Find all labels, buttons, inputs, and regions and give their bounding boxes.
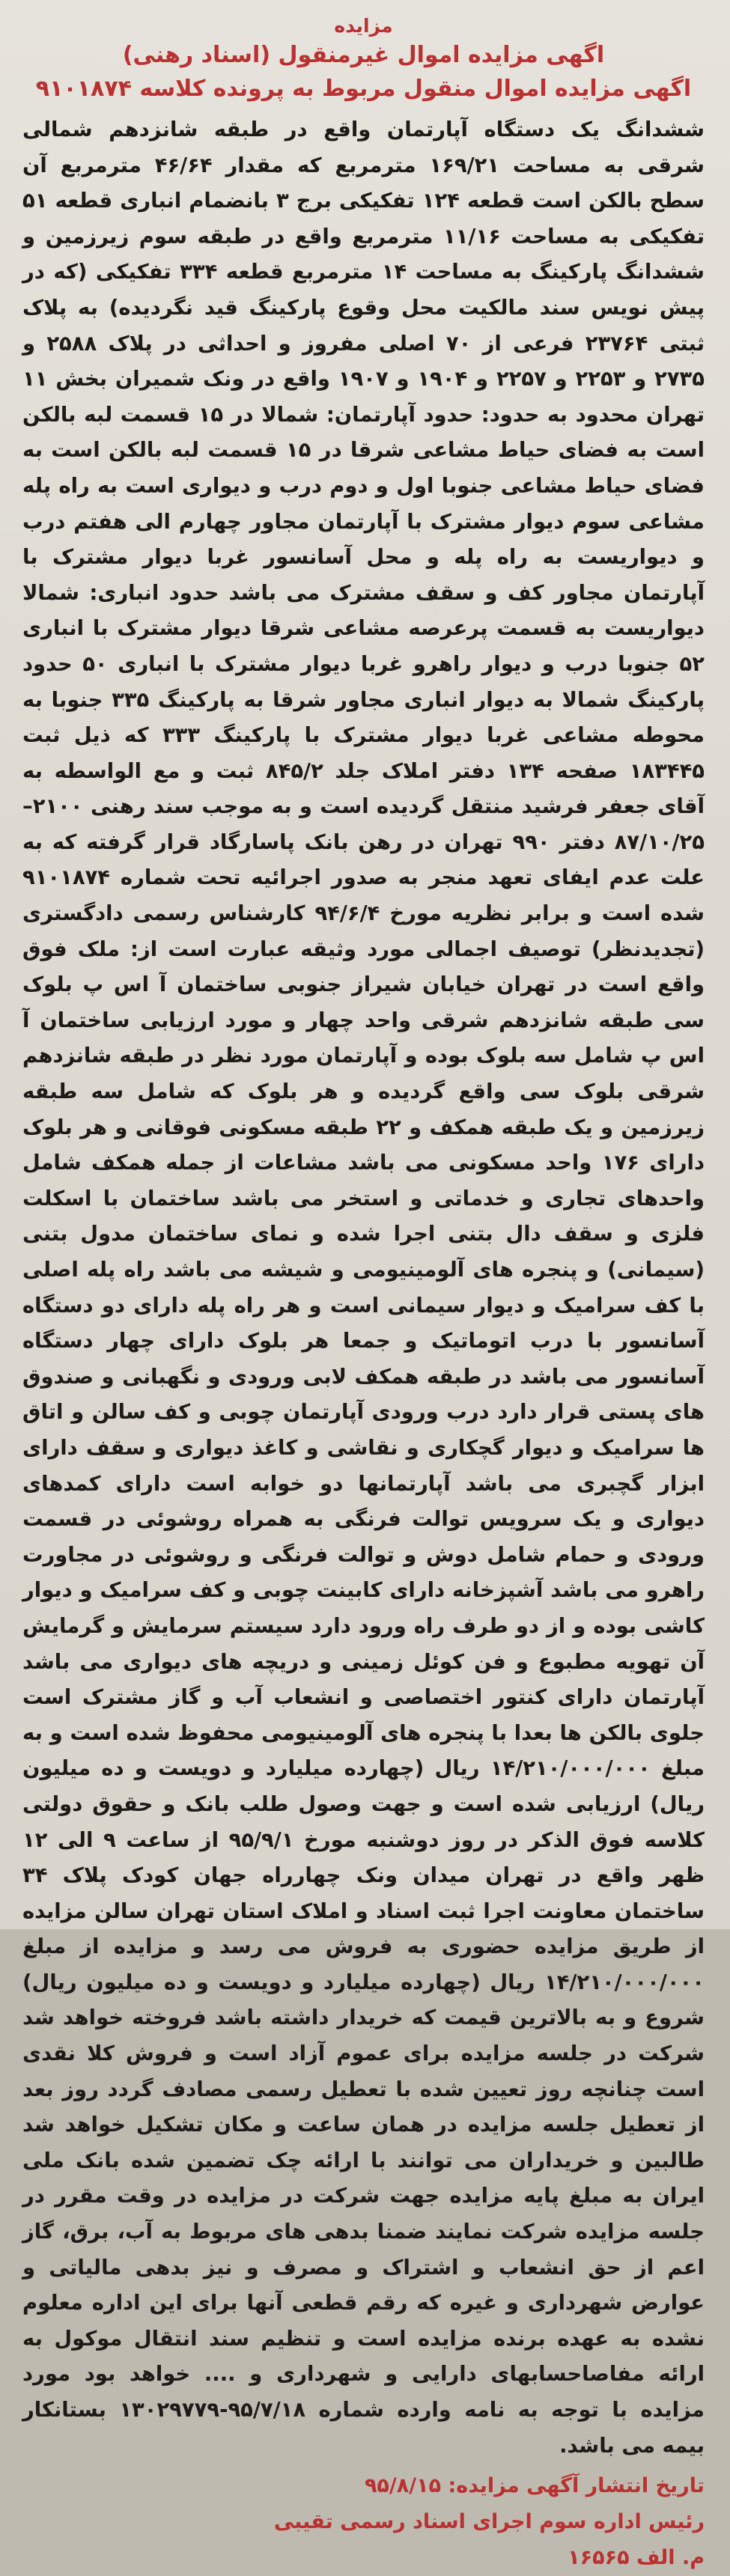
publish-date: تاریخ انتشار آگهی مزایده: ۹۵/۸/۱۵ xyxy=(364,2474,705,2498)
notice-subtitle: اگهی مزایده اموال منقول مربوط به پرونده کلاسه ۹۱۰۱۸۷۴ xyxy=(35,76,692,102)
notice-footer xyxy=(22,2468,705,2576)
notice-body: ششدانگ یک دستگاه آپارتمان واقع در طبقه شانزدهم شمالی شرقی به مساحت ۱۶۹/۲۱ مترمربع که مقدار ۴۶/۶۴ مترمربع آن سطح بالکن است قطعه ۱۲۴ تفکیکی برج ۳ بانضمام انباری قطعه ۵۱ تفکیکی به مساحت ۱۱/۱۶ مترمربع واقع در طبقه سوم زیرزمین و ششدانگ پارکینگ به مساحت ۱۴ مترمربع قطعه ۳۳۴ تفکیکی (که در پیش نویس سند مالکیت محل وقوع پارکینگ قید نگردیده) به پلاک ثبتی ۲۳۷۶۴ فرعی از ۷۰ اصلی مفروز و احداثی در پلاک ۲۵۸۸ و ۲۷۳۵ و ۲۲۵۳ و ۲۲۵۷ و ۱۹۰۴ و ۱۹۰۷ واقع در ونک شمیران بخش ۱۱ تهران محدود به حدود: حدود آپارتمان: شمالا در ۱۵ قسمت لبه بالکن است به فضای حیاط مشاعی شرقا در ۱۵ قسمت لبه بالکن است به فضای حیاط مشاعی جنوبا اول و دوم درب و دیواری است به راه پله مشاعی سوم دیوار مشترک با آپارتمان مجاور چهارم الی هفتم درب و دیواریست به راه پله و محل آسانسور غربا دیوار مشترک با آپارتمان مجاور کف و سقف مشترک می باشد حدود انباری: شمالا دیواریست به قسمت پرعرصه مشاعی شرقا دیوار مشترک با انباری ۵۲ جنوبا درب و دیوار راهرو غربا دیوار مشترک با انباری ۵۰ حدود پارکینگ شمالا به دیوار انباری مجاور شرقا به پارکینگ ۳۳۵ جنوبا به محوطه مشاعی غربا دیوار مشترک با پارکینگ ۳۳۳ که ذیل ثبت ۱۸۳۴۴۵ صفحه ۱۳۴ دفتر املاک جلد ۸۴۵/۲ ثبت و مع الواسطه به آقای جعفر فرشید منتقل گردیده است و به موجب سند رهنی ۲۱۰۰– ۸۷/۱۰/۲۵ دفتر ۹۹۰ تهران در رهن بانک پاسارگاد قرار گرفته که به علت عدم ایفای تعهد منجر به صدور اجرائیه تحت شماره ۹۱۰۱۸۷۴ شده است و برابر نظریه مورخ ۹۴/۶/۴ کارشناس رسمی دادگستری (تجدیدنظر) توصیف اجمالی مورد وثیقه عبارت است از: ملک فوق واقع است در تهران خیابان شیراز جنوبی ساختمان آ اس پ بلوک سی طبقه شانزدهم شرقی واحد چهار و مورد ارزیابی ساختمان آ اس پ شامل سه بلوک بوده و آپارتمان مورد نظر در طبقه شانزدهم شرقی بلوک سی واقع گردیده و هر بلوک که شامل سه طبقه زیرزمین و یک طبقه همکف و ۲۲ طبقه مسکونی فوقانی و هر بلوک دارای ۱۷۶ واحد مسکونی می باشد مشاعات از جمله همکف شامل واحدهای تجاری و خدماتی و استخر می باشد ساختمان با اسکلت فلزی و سقف دال بتنی اجرا شده و نمای ساختمان مدول بتنی (سیمانی) و پنجره های آلومینیومی و شیشه می باشد راه پله اصلی با کف سرامیک و دیوار سیمانی است و هر راه پله دارای دو دستگاه آسانسور با درب اتوماتیک و جمعا هر بلوک دارای چهار دستگاه آسانسور می باشد در طبقه همکف لابی ورودی و نگهبانی و صندوق های پستی قرار دارد درب ورودی آپارتمان چوبی و کف سالن و اتاق ها سرامیک و دیوار گچکاری و نقاشی و کاغذ دیواری و سقف دارای ابزار گچبری می باشد آپارتمانها دو خوابه است دارای کمدهای دیواری و یک سرویس توالت فرنگی به همراه روشوئی در قسمت ورودی و حمام شامل دوش و توالت فرنگی و روشوئی در مجاورت راهرو می باشد آشپزخانه دارای کابینت چوبی و کف سرامیک و دیوار کاشی بوده و از دو طرف راه ورود دارد سیستم سرمایش و گرمایش آن تهویه مطبوع و فن کوئل زمینی و دریچه های دیواری می باشد آپارتمان دارای کنتور اختصاصی و انشعاب آب و گاز مشترک است جلوی بالکن ها بعدا با پنجره های آلومینیومی محفوظ شده است و به مبلغ ۱۴/۲۱۰/۰۰۰/۰۰۰ ریال (چهارده میلیارد و دویست و ده میلیون ریال) ارزیابی شده است و جهت وصول طلب بانک و حقوق دولتی کلاسه فوق الذکر در روز دوشنبه مورخ ۹۵/۹/۱ از ساعت ۹ الی ۱۲ ظهر واقع در تهران میدان ونک چهارراه جهان کودک پلاک ۳۴ ساختمان معاونت اجرا ثبت اسناد و املاک استان تهران سالن مزایده از طریق مزایده حضوری به فروش می رسد و مزایده از مبلغ ۱۴/۲۱۰/۰۰۰/۰۰۰ ریال (چهارده میلیارد و دویست و ده میلیون ریال) شروع و به بالاترین قیمت که خریدار داشته باشد فروخته خواهد شد شرکت در جلسه مزایده برای عموم آزاد است و فروش کلا نقدی است چنانچه روز تعیین شده با تعطیل رسمی مصادف گردد روز بعد از تعطیل جلسه مزایده در همان ساعت و مکان تشکیل خواهد شد طالبین و خریداران می توانند با ارائه چک تضمین شده بانک ملی ایران به مبلغ پایه مزایده جهت شرکت در مزایده در وقت مقرر در جلسه مزایده شرکت نمایند ضمنا بدهی های مربوط به آب، برق، گاز اعم از حق انشعاب و اشتراک و مصرف و نیز بدهی مالیاتی و عوارض شهرداری و غیره که رقم قطعی آنها برای این اداره معلوم نشده به عهده برنده مزایده است و تنظیم سند انتقال موکول به ارائه مفاصاحسابهای دارایی و شهرداری و .... خواهد بود مورد مزایده با توجه به نامه وارده شماره ۹۵/۷/۱۸-۱۳۰۲۹۷۷۹ بستانکار بیمه می باشد. xyxy=(22,118,705,2458)
signatory: رئیس اداره سوم اجرای اسناد رسمی تقیبی xyxy=(273,2510,705,2534)
notice-heading: مزایده xyxy=(334,15,393,37)
notice-code: م. الف ۱۶۵۶۵ xyxy=(568,2546,705,2570)
notice-title: اگهی مزایده اموال غیرمنقول (اسناد رهنی) xyxy=(122,42,605,68)
